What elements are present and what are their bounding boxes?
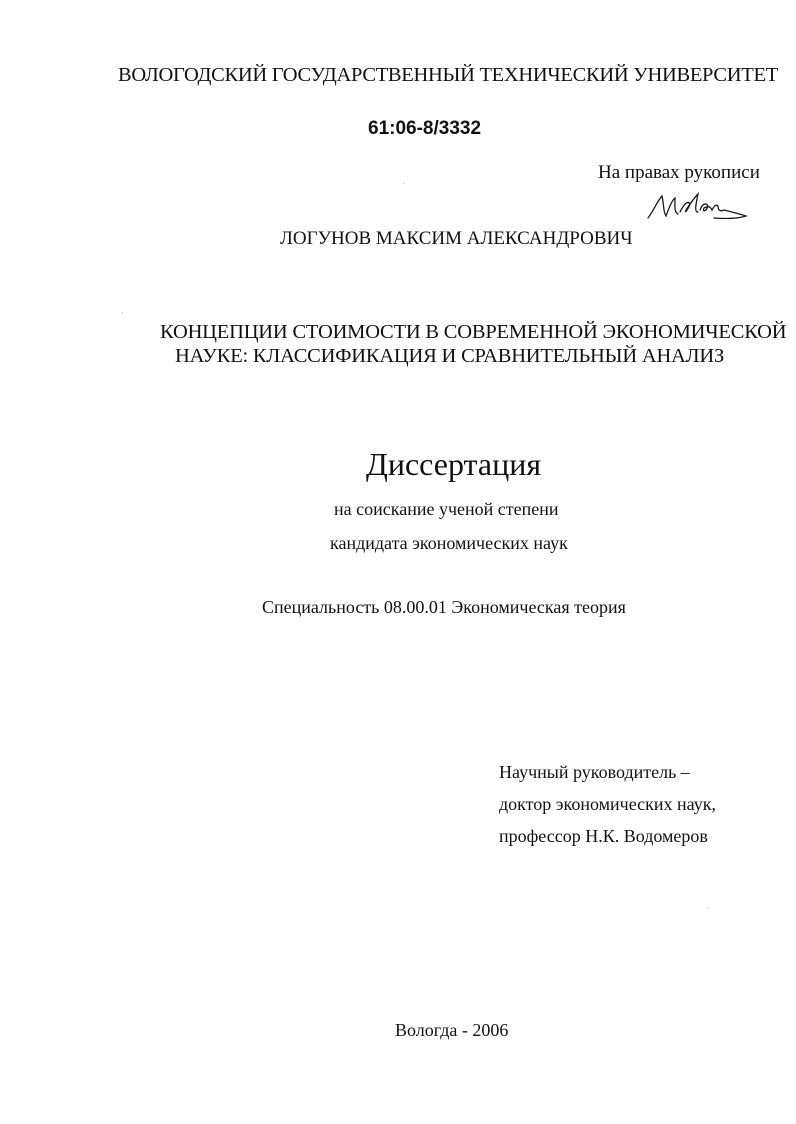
university-name: ВОЛОГОДСКИЙ ГОСУДАРСТВЕННЫЙ ТЕХНИЧЕСКИЙ УНИВЕРСИТЕТ (118, 64, 778, 86)
catalog-code: 61:06-8/3332 (368, 118, 482, 139)
thesis-title-line-1: КОНЦЕПЦИИ СТОИМОСТИ В СОВРЕМЕННОЙ ЭКОНОМИЧЕСКОЙ (160, 321, 787, 343)
thesis-title-line-2: НАУКЕ: КЛАССИФИКАЦИЯ И СРАВНИТЕЛЬНЫЙ АНАЛИЗ (175, 345, 725, 367)
degree-purpose-line-1: на соискание ученой степени (334, 499, 559, 519)
city-and-year: Вологда - 2006 (395, 1020, 509, 1040)
manuscript-rights-note: На правах рукописи (598, 162, 760, 183)
supervisor-line-2: доктор экономических наук, (499, 794, 716, 814)
supervisor-line-1: Научный руководитель – (499, 762, 690, 782)
handwritten-signature (644, 190, 750, 224)
author-name: ЛОГУНОВ МАКСИМ АЛЕКСАНДРОВИЧ (280, 228, 633, 249)
document-type-heading: Диссертация (366, 446, 542, 482)
specialty-line: Специальность 08.00.01 Экономическая теория (262, 597, 626, 617)
supervisor-line-3: профессор Н.К. Водомеров (499, 826, 708, 846)
degree-purpose-line-2: кандидата экономических наук (330, 533, 568, 553)
scan-speck (122, 312, 123, 313)
scan-speck (707, 907, 708, 908)
scan-speck (403, 183, 404, 184)
